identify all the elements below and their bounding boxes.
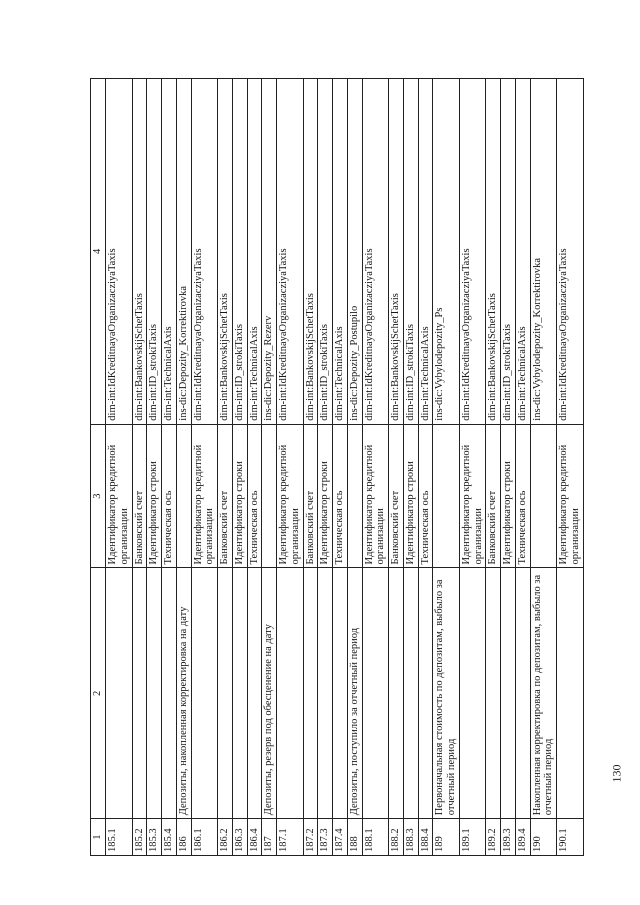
row-attribute-cell: Идентификатор строки (232, 424, 247, 568)
row-dimension-cell: dim-int:IdKreditnayaOrganizacziyaTaxis (191, 79, 218, 425)
row-number-cell: 187.3 (318, 819, 333, 856)
row-number-cell: 186.4 (247, 819, 262, 856)
row-attribute-cell: Банковский счет (303, 424, 318, 568)
row-attribute-cell: Банковский счет (132, 424, 147, 568)
row-name-cell: Первоначальная стоимость по депозитам, выбыло за отчетный период (433, 568, 460, 819)
row-dimension-cell: dim-int:BankovskijSchetTaxis (486, 79, 501, 425)
table-row (303, 79, 318, 856)
row-dimension-cell: dim-int:IdKreditnayaOrganizacziyaTaxis (459, 79, 486, 425)
row-number-cell: 188.1 (362, 819, 389, 856)
row-name-cell (318, 568, 333, 819)
rotated-page (90, 78, 598, 856)
row-name-cell (333, 568, 348, 819)
table-row (557, 79, 584, 856)
row-name-cell (557, 568, 584, 819)
row-name-cell: Накопленная корректировка по депозитам, выбыло за отчетный период (530, 568, 557, 819)
row-number-cell: 190.1 (557, 819, 584, 856)
row-number-cell: 186.1 (191, 819, 218, 856)
row-name-cell (459, 568, 486, 819)
row-dimension-cell: ins-dic:Vybylodepozity_Korrektirovka (530, 79, 557, 425)
row-number-cell: 188.4 (418, 819, 433, 856)
row-dimension-cell: dim-int:BankovskijSchetTaxis (389, 79, 404, 425)
row-dimension-cell: dim-int:TechnicalAxis (247, 79, 262, 425)
row-attribute-cell: Банковский счет (389, 424, 404, 568)
row-name-cell (418, 568, 433, 819)
row-name-cell: Депозиты, накопленная корректировка на дату (176, 568, 191, 819)
row-attribute-cell: Техническая ось (418, 424, 433, 568)
table-row (515, 79, 530, 856)
table-row (433, 79, 460, 856)
table-row (247, 79, 262, 856)
table-row (530, 79, 557, 856)
row-name-cell (106, 568, 133, 819)
row-attribute-cell (262, 424, 277, 568)
row-dimension-cell: dim-int:IdKreditnayaOrganizacziyaTaxis (106, 79, 133, 425)
row-dimension-cell: ins-dic:Depozity_Postupilo (347, 79, 362, 425)
row-number-cell: 188 (347, 819, 362, 856)
row-number-cell: 185.3 (147, 819, 162, 856)
row-number-cell: 188.2 (389, 819, 404, 856)
row-number-cell: 189.1 (459, 819, 486, 856)
row-dimension-cell: dim-int:TechnicalAxis (162, 79, 177, 425)
row-number-cell: 189.4 (515, 819, 530, 856)
header-cell-1: 1 (91, 819, 106, 856)
row-name-cell (486, 568, 501, 819)
row-attribute-cell: Идентификатор строки (501, 424, 516, 568)
row-attribute-cell (176, 424, 191, 568)
row-attribute-cell: Идентификатор кредитной организации (557, 424, 584, 568)
table-row (262, 79, 277, 856)
row-number-cell: 185.4 (162, 819, 177, 856)
table-row (232, 79, 247, 856)
row-attribute-cell: Идентификатор кредитной организации (106, 424, 133, 568)
row-attribute-cell (530, 424, 557, 568)
taxonomy-table (90, 78, 584, 856)
row-dimension-cell: ins-dic:Vybylodepozity_Ps (433, 79, 460, 425)
row-number-cell: 190 (530, 819, 557, 856)
row-number-cell: 185.1 (106, 819, 133, 856)
row-attribute-cell (347, 424, 362, 568)
table-row (132, 79, 147, 856)
row-name-cell (389, 568, 404, 819)
row-dimension-cell: dim-int:IdKreditnayaOrganizacziyaTaxis (277, 79, 304, 425)
row-dimension-cell: dim-int:ID_strokiTaxis (318, 79, 333, 425)
row-attribute-cell (433, 424, 460, 568)
row-number-cell: 187.4 (333, 819, 348, 856)
table-row (277, 79, 304, 856)
table-row (218, 79, 233, 856)
row-name-cell (232, 568, 247, 819)
header-cell-2: 2 (91, 568, 106, 819)
row-name-cell (501, 568, 516, 819)
row-attribute-cell: Идентификатор строки (403, 424, 418, 568)
row-attribute-cell: Техническая ось (515, 424, 530, 568)
row-name-cell (218, 568, 233, 819)
table-row (501, 79, 516, 856)
table-row (162, 79, 177, 856)
table-row (333, 79, 348, 856)
row-number-cell: 186.3 (232, 819, 247, 856)
row-dimension-cell: dim-int:TechnicalAxis (418, 79, 433, 425)
row-dimension-cell: dim-int:ID_strokiTaxis (232, 79, 247, 425)
table-row (191, 79, 218, 856)
page-number: 130 (609, 764, 624, 783)
row-name-cell (191, 568, 218, 819)
row-attribute-cell: Банковский счет (486, 424, 501, 568)
row-attribute-cell: Техническая ось (333, 424, 348, 568)
row-dimension-cell: dim-int:TechnicalAxis (515, 79, 530, 425)
row-name-cell (247, 568, 262, 819)
row-dimension-cell: dim-int:ID_strokiTaxis (147, 79, 162, 425)
row-attribute-cell: Идентификатор кредитной организации (459, 424, 486, 568)
row-attribute-cell: Банковский счет (218, 424, 233, 568)
row-name-cell (277, 568, 304, 819)
row-number-cell: 187.2 (303, 819, 318, 856)
table-row (147, 79, 162, 856)
row-name-cell (147, 568, 162, 819)
row-attribute-cell: Идентификатор строки (318, 424, 333, 568)
row-dimension-cell: dim-int:IdKreditnayaOrganizacziyaTaxis (557, 79, 584, 425)
row-dimension-cell: ins-dic:Depozity_Rezerv (262, 79, 277, 425)
row-name-cell (303, 568, 318, 819)
row-number-cell: 187.1 (277, 819, 304, 856)
row-dimension-cell: dim-int:ID_strokiTaxis (403, 79, 418, 425)
row-number-cell: 189.2 (486, 819, 501, 856)
table-row (389, 79, 404, 856)
row-number-cell: 188.3 (403, 819, 418, 856)
row-number-cell: 189 (433, 819, 460, 856)
table-row (459, 79, 486, 856)
row-name-cell (162, 568, 177, 819)
row-attribute-cell: Идентификатор кредитной организации (191, 424, 218, 568)
row-name-cell (132, 568, 147, 819)
row-dimension-cell: ins-dic:Depozity_Korrektirovka (176, 79, 191, 425)
table-row (403, 79, 418, 856)
table-row (106, 79, 133, 856)
table-row (176, 79, 191, 856)
row-attribute-cell: Техническая ось (247, 424, 262, 568)
table-row (418, 79, 433, 856)
row-dimension-cell: dim-int:ID_strokiTaxis (501, 79, 516, 425)
row-number-cell: 185.2 (132, 819, 147, 856)
header-cell-4: 4 (91, 79, 106, 425)
table-row (362, 79, 389, 856)
table-body (91, 79, 584, 856)
row-dimension-cell: dim-int:BankovskijSchetTaxis (132, 79, 147, 425)
row-attribute-cell: Идентификатор кредитной организации (277, 424, 304, 568)
row-attribute-cell: Идентификатор кредитной организации (362, 424, 389, 568)
row-attribute-cell: Техническая ось (162, 424, 177, 568)
row-dimension-cell: dim-int:TechnicalAxis (333, 79, 348, 425)
row-attribute-cell: Идентификатор строки (147, 424, 162, 568)
row-number-cell: 187 (262, 819, 277, 856)
table-row (486, 79, 501, 856)
table-row (318, 79, 333, 856)
table-row (347, 79, 362, 856)
row-name-cell (362, 568, 389, 819)
row-name-cell (515, 568, 530, 819)
row-number-cell: 186.2 (218, 819, 233, 856)
row-number-cell: 186 (176, 819, 191, 856)
table-header-row (91, 79, 106, 856)
row-name-cell: Депозиты, резерв под обесценение на дату (262, 568, 277, 819)
row-dimension-cell: dim-int:BankovskijSchetTaxis (303, 79, 318, 425)
row-number-cell: 189.3 (501, 819, 516, 856)
row-name-cell (403, 568, 418, 819)
row-dimension-cell: dim-int:BankovskijSchetTaxis (218, 79, 233, 425)
row-dimension-cell: dim-int:IdKreditnayaOrganizacziyaTaxis (362, 79, 389, 425)
row-name-cell: Депозиты, поступило за отчетный период (347, 568, 362, 819)
header-cell-3: 3 (91, 424, 106, 568)
